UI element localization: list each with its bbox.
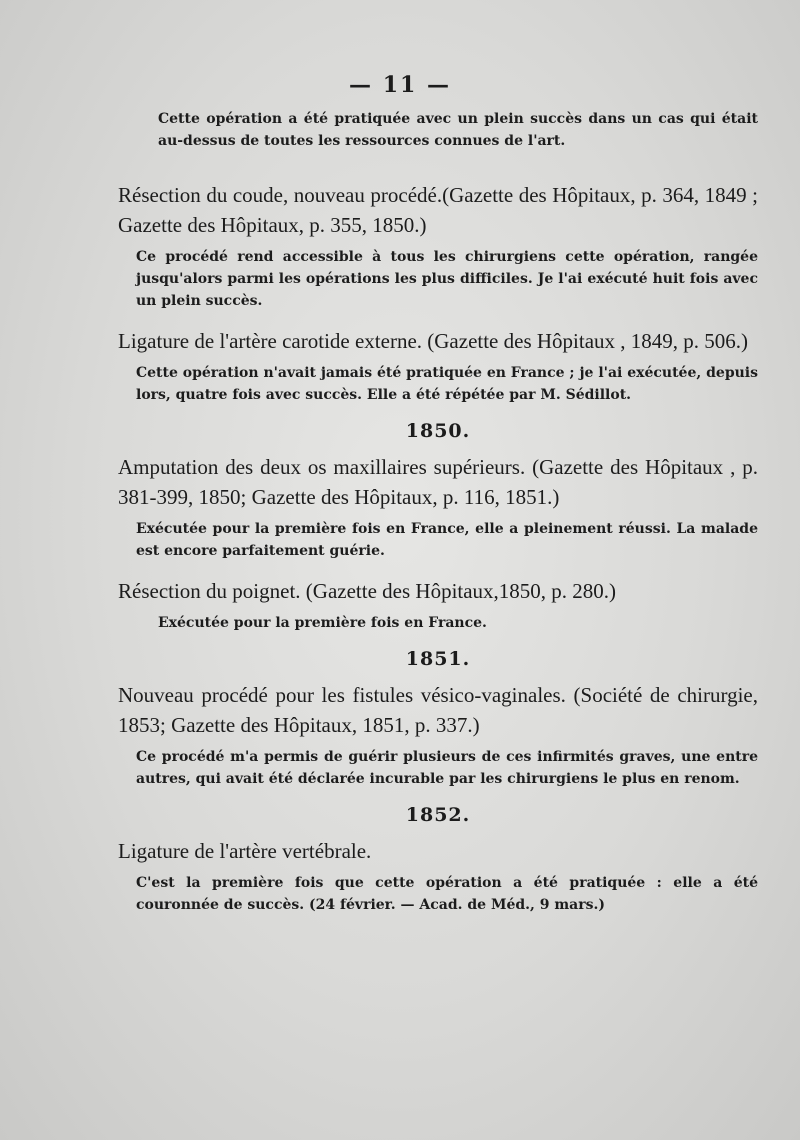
entry-ligature-vertebrale <box>118 836 758 916</box>
entry-title: Résection du poignet. (Gazette des Hôpitaux,1850, p. 280.) <box>118 579 617 603</box>
year-heading-1851: 1851. <box>405 648 471 670</box>
entry-ligature-carotide <box>118 326 758 406</box>
entry-description: C'est la première fois que cette opération a été pratiquée : elle a été couronnée de succès. (24 février. — Acad. de Méd., 9 mars.) <box>136 875 758 913</box>
year-heading-1852: 1852. <box>405 804 471 826</box>
entry-title: Amputation des deux os maxillaires supérieurs. (Gazette des Hôpitaux , p. 381-399, 1850; Gazette des Hôpitaux, p. 116, 1851.) <box>118 455 758 509</box>
entry-title: Nouveau procédé pour les fistules vésico-vaginales. (Société de chirurgie, 1853; Gazette des Hôpitaux, 1851, p. 337.) <box>118 683 758 737</box>
entry-resection-coude <box>118 180 758 312</box>
entry-fistules-vesico-vaginales <box>118 680 758 790</box>
entry-description: Exécutée pour la première fois en France, elle a pleinement réussi. La malade est encore parfaitement guérie. <box>136 521 758 559</box>
entry-resection-poignet <box>118 576 758 634</box>
entry-description: Ce procédé m'a permis de guérir plusieurs de ces infirmités graves, une entre autres, qui avait été déclarée incurable par les chirurgiens le plus en renom. <box>136 749 758 787</box>
entry-description: Ce procédé rend accessible à tous les chirurgiens cette opération, rangée jusqu'alors parmi les opérations les plus difficiles. Je l'ai exécuté huit fois avec un plein succès. <box>136 249 758 309</box>
entry-title: Ligature de l'artère vertébrale. <box>118 839 372 863</box>
page-content <box>118 108 758 930</box>
entry-description: Exécutée pour la première fois en France. <box>158 615 487 631</box>
entry-title: Ligature de l'artère carotide externe. (Gazette des Hôpitaux , 1849, p. 506.) <box>118 329 749 353</box>
entry-title: Résection du coude, nouveau procédé.(Gazette des Hôpitaux, p. 364, 1849 ; Gazette des Hôpitaux, p. 355, 1850.) <box>118 183 758 237</box>
intro-paragraph: Cette opération a été pratiquée avec un plein succès dans un cas qui était au-dessus de toutes les ressources connues de l'art. <box>158 111 758 149</box>
entry-description: Cette opération n'avait jamais été pratiquée en France ; je l'ai exécutée, depuis lors, quatre fois avec succès. Elle a été répétée par M. Sédillot. <box>136 365 758 403</box>
year-heading-1850: 1850. <box>405 420 471 442</box>
entry-amputation-maxillaires <box>118 452 758 562</box>
page-number: — 11 — <box>349 72 451 98</box>
